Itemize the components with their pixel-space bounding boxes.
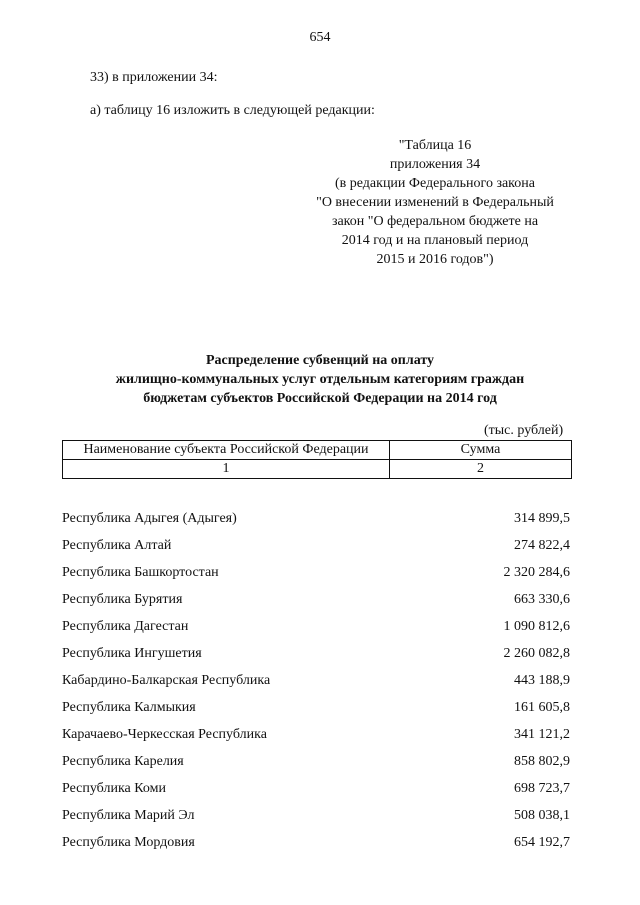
region-name: Республика Башкортостан: [62, 564, 219, 580]
region-name: Республика Алтай: [62, 537, 172, 553]
region-name: Республика Адыгея (Адыгея): [62, 510, 237, 526]
caption-line: 2015 и 2016 годов"): [376, 252, 494, 267]
subitem-line: а) таблицу 16 изложить в следующей редакции:: [90, 103, 375, 118]
table-row: [62, 559, 572, 586]
region-name: Республика Карелия: [62, 753, 184, 769]
caption-line: 2014 год и на плановый период: [341, 233, 529, 248]
region-amount: 2 320 284,6: [503, 564, 570, 580]
region-name: Республика Мордовия: [62, 834, 195, 850]
table-row: [62, 721, 572, 748]
item-line: 33) в приложении 34:: [90, 70, 218, 85]
title-line: жилищно-коммунальных услуг отдельным категориям граждан: [115, 372, 525, 387]
region-name: Республика Марий Эл: [62, 807, 195, 823]
region-amount: 858 802,9: [514, 753, 570, 769]
region-name: Карачаево-Черкесская Республика: [62, 726, 267, 742]
region-name: Республика Ингушетия: [62, 645, 202, 661]
region-name: Республика Коми: [62, 780, 166, 796]
column-number-2: 2: [390, 460, 572, 479]
region-name: Республика Дагестан: [62, 618, 189, 634]
region-amount: 1 090 812,6: [503, 618, 570, 634]
region-name: Республика Бурятия: [62, 591, 183, 607]
region-name: Республика Калмыкия: [62, 699, 196, 715]
title-line: бюджетам субъектов Российской Федерации на 2014 год: [143, 391, 497, 406]
caption-line: закон "О федеральном бюджете на: [331, 214, 539, 229]
region-amount: 698 723,7: [514, 780, 570, 796]
region-amount: 2 260 082,8: [503, 645, 570, 661]
table-row: [62, 829, 572, 856]
data-table: [62, 505, 572, 856]
region-amount: 161 605,8: [514, 699, 570, 715]
region-amount: 443 188,9: [514, 672, 570, 688]
region-amount: 663 330,6: [514, 591, 570, 607]
table-header: [62, 440, 572, 479]
caption-line: (в редакции Федерального закона: [335, 176, 535, 191]
region-amount: 654 192,7: [514, 834, 570, 850]
caption-line: приложения 34: [389, 157, 481, 172]
table-row: [62, 694, 572, 721]
region-name: Кабардино-Балкарская Республика: [62, 672, 271, 688]
region-amount: 314 899,5: [514, 510, 570, 526]
table-row: [62, 505, 572, 532]
table-row: [62, 586, 572, 613]
column-number-1: 1: [63, 460, 390, 479]
table-row: [62, 802, 572, 829]
region-amount: 274 822,4: [514, 537, 570, 553]
caption-line: "О внесении изменений в Федеральный: [316, 195, 554, 210]
table-row: [62, 613, 572, 640]
table-caption: [300, 136, 570, 269]
column-header-name: Наименование субъекта Российской Федерации: [63, 441, 390, 460]
table-row: [62, 667, 572, 694]
table-row: [62, 532, 572, 559]
column-header-amount: Сумма: [390, 441, 572, 460]
table-row: [62, 640, 572, 667]
units-label: (тыс. рублей): [484, 423, 564, 438]
document-title: [60, 351, 580, 408]
title-line: Распределение субвенций на оплату: [205, 353, 435, 368]
caption-line: "Таблица 16: [398, 138, 472, 153]
region-amount: 341 121,2: [514, 726, 570, 742]
table-row: [62, 748, 572, 775]
page-number: 654: [309, 30, 331, 45]
table-row: [62, 775, 572, 802]
region-amount: 508 038,1: [514, 807, 570, 823]
